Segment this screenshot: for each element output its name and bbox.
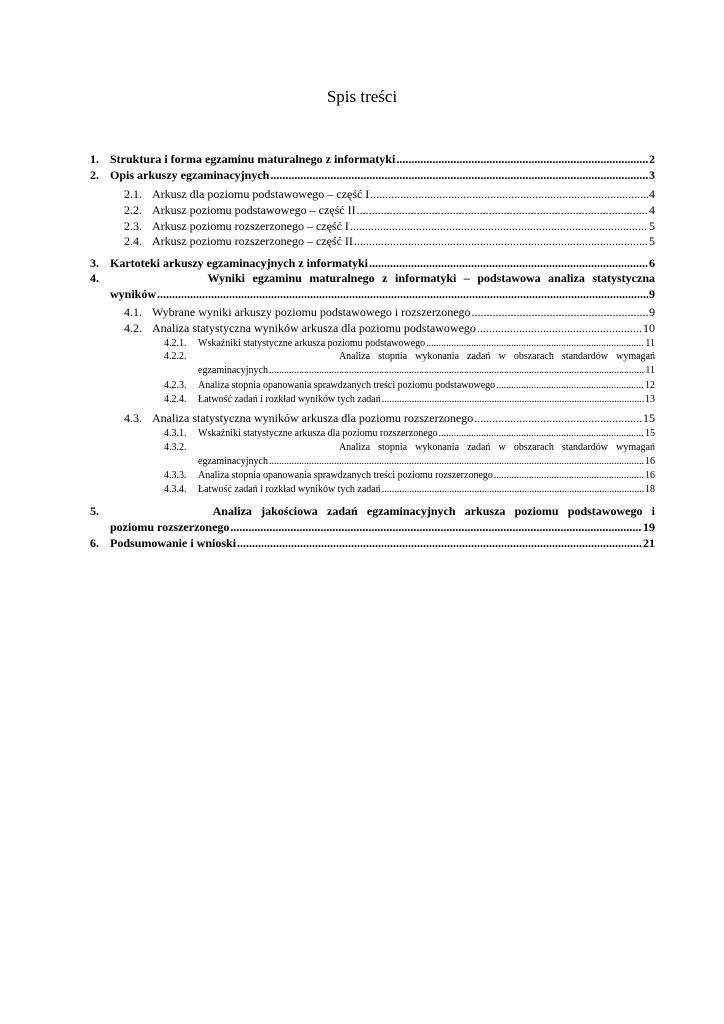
toc-number: 6.: [90, 536, 99, 550]
leader-dots: [381, 393, 644, 406]
page-title: Spis treści: [326, 87, 398, 106]
toc-text: Wskaźniki statystyczne arkusza poziomu podstawowego: [198, 338, 426, 349]
toc-number: 2.: [90, 168, 99, 182]
toc-number: 2.2.: [124, 203, 142, 217]
toc-page: 18: [645, 484, 655, 495]
toc-page: 12: [645, 380, 655, 391]
leader-dots: [381, 483, 644, 496]
toc-number: 4.3.: [124, 411, 142, 425]
toc-entry-4-2[interactable]: [124, 321, 655, 336]
leader-dots: [353, 234, 648, 249]
toc-text: Łatwość zadań i rozkład wyników tych zadań: [198, 484, 381, 495]
leader-dots: [349, 219, 648, 234]
toc-entry-2[interactable]: [90, 168, 655, 183]
leader-dots: [395, 152, 648, 167]
toc-entry-2-1[interactable]: [124, 187, 655, 202]
toc-number: 4.2.: [124, 321, 142, 335]
toc-page: 3: [649, 168, 655, 182]
toc-text-line2: poziomu rozszerzonego: [110, 520, 230, 534]
toc-number: 1.: [90, 152, 99, 166]
toc-page: 6: [649, 256, 655, 270]
toc-text: Arkusz dla poziomu podstawowego – część I: [152, 187, 370, 201]
toc-number: 4.1.: [124, 305, 142, 319]
toc-text: Analiza stopnia opanowania sprawdzanych treści poziomu podstawowego: [198, 380, 496, 391]
toc-entry-4-3[interactable]: [124, 411, 655, 426]
toc-page: 21: [643, 536, 655, 550]
toc-entry-4-2-4[interactable]: [164, 393, 655, 406]
toc-text: Struktura i forma egzaminu maturalnego z informatyki: [110, 152, 396, 166]
leader-dots: [438, 427, 644, 440]
toc-text-line1: Analiza stopnia wykonania zadań w obszarach standardów wymagań: [338, 442, 655, 453]
leader-dots: [368, 256, 648, 271]
toc-page: 5: [649, 234, 655, 248]
toc-entry-4-2-2-cont[interactable]: [198, 364, 655, 377]
toc-number: 4.2.1.: [164, 338, 187, 349]
leader-dots: [425, 337, 644, 350]
toc-entry-4-cont[interactable]: [110, 287, 655, 302]
toc-text: Kartoteki arkuszy egzaminacyjnych z informatyki: [110, 256, 368, 270]
toc-text: Wybrane wyniki arkuszy poziomu podstawowego i rozszerzonego: [152, 305, 471, 319]
toc-entry-2-2[interactable]: [124, 203, 655, 218]
toc-text-line2: wyników: [110, 287, 157, 301]
leader-dots: [236, 536, 642, 551]
toc-entry-4-2-2[interactable]: [164, 350, 655, 363]
toc-number: 3.: [90, 256, 99, 270]
toc-number: 2.4.: [124, 234, 142, 248]
toc-entry-4-3-2[interactable]: [164, 441, 655, 454]
toc-number: 2.1.: [124, 187, 142, 201]
toc-page: 19: [643, 520, 655, 534]
toc-page: 9: [649, 287, 655, 301]
leader-dots: [476, 321, 642, 336]
toc-entry-4-3-1[interactable]: [164, 427, 655, 440]
toc-number: 2.3.: [124, 219, 142, 233]
leader-dots: [269, 168, 648, 183]
toc-page: 11: [645, 338, 655, 349]
toc-page: 9: [649, 305, 655, 319]
toc-text: Wskaźniki statystyczne arkusza dla poziomu rozszerzonego: [198, 428, 438, 439]
leader-dots: [268, 455, 644, 468]
toc-page: 2: [649, 152, 655, 166]
toc-entry-1[interactable]: [90, 152, 655, 167]
toc-text: Opis arkuszy egzaminacyjnych: [110, 168, 270, 182]
toc-entry-5-cont[interactable]: [110, 520, 655, 535]
toc-text-line1: Analiza jakościowa zadań egzaminacyjnych arkusza poziomu podstawowego i: [212, 504, 655, 518]
toc-text-line1: Analiza stopnia wykonania zadań w obszarach standardów wymagań: [338, 351, 655, 362]
toc-page: 10: [643, 321, 655, 335]
toc-number: 4.3.2.: [164, 442, 187, 453]
toc-entry-6[interactable]: [90, 536, 655, 551]
leader-dots: [495, 379, 644, 392]
leader-dots: [156, 287, 648, 302]
toc-entry-4-3-2-cont[interactable]: [198, 455, 655, 468]
toc-page: 11: [645, 365, 655, 376]
toc-text-line1: Wyniki egzaminu maturalnego z informatyki – podstawowa analiza statystyczna: [207, 271, 655, 285]
leader-dots: [268, 364, 644, 377]
toc-entry-4-2-3[interactable]: [164, 379, 655, 392]
toc-entry-4-3-4[interactable]: [164, 483, 655, 496]
toc-text: Arkusz poziomu rozszerzonego – część I: [152, 219, 349, 233]
toc-entry-5[interactable]: [90, 504, 655, 519]
toc-page: 15: [645, 428, 655, 439]
toc-page: 4: [649, 203, 655, 217]
toc-text: Podsumowanie i wnioski: [110, 536, 237, 550]
toc-entry-3[interactable]: [90, 256, 655, 271]
toc-text: Analiza stopnia opanowania sprawdzanych treści poziomu rozszerzonego: [198, 470, 493, 481]
leader-dots: [471, 305, 648, 320]
toc-number: 4.2.2.: [164, 351, 187, 362]
toc-text: Arkusz poziomu rozszerzonego – część II: [152, 234, 353, 248]
toc-number: 4.2.4.: [164, 394, 187, 405]
leader-dots: [473, 411, 642, 426]
leader-dots: [369, 187, 648, 202]
toc-entry-4-1[interactable]: [124, 305, 655, 320]
toc-text: Arkusz poziomu podstawowego – część II: [152, 203, 356, 217]
toc-text-line2: egzaminacyjnych: [198, 365, 268, 376]
toc-number: 4.: [90, 271, 99, 285]
leader-dots: [356, 203, 648, 218]
toc-number: 4.3.3.: [164, 470, 187, 481]
toc-page: 5: [649, 219, 655, 233]
toc-entry-4-2-1[interactable]: [164, 337, 655, 350]
toc-number: 4.3.1.: [164, 428, 187, 439]
toc-page: 15: [643, 411, 655, 425]
toc-page: 16: [645, 470, 655, 481]
toc-text: Łatwość zadań i rozkład wyników tych zadań: [198, 394, 381, 405]
toc-entry-2-3[interactable]: [124, 219, 655, 234]
leader-dots: [229, 520, 642, 535]
toc-page: 16: [645, 456, 655, 467]
toc-entry-2-4[interactable]: [124, 234, 655, 249]
leader-dots: [493, 469, 644, 482]
toc-number: 4.3.4.: [164, 484, 187, 495]
toc-number: 4.2.3.: [164, 380, 187, 391]
toc-number: 5.: [90, 504, 99, 518]
toc-entry-4-3-3[interactable]: [164, 469, 655, 482]
toc-text-line2: egzaminacyjnych: [198, 456, 268, 467]
toc-page: 4: [649, 187, 655, 201]
toc-text: Analiza statystyczna wyników arkusza dla poziomu podstawowego: [152, 321, 476, 335]
toc-text: Analiza statystyczna wyników arkusza dla poziomu rozszerzonego: [152, 411, 474, 425]
toc-page: 13: [645, 394, 655, 405]
toc-entry-4[interactable]: [90, 271, 655, 286]
